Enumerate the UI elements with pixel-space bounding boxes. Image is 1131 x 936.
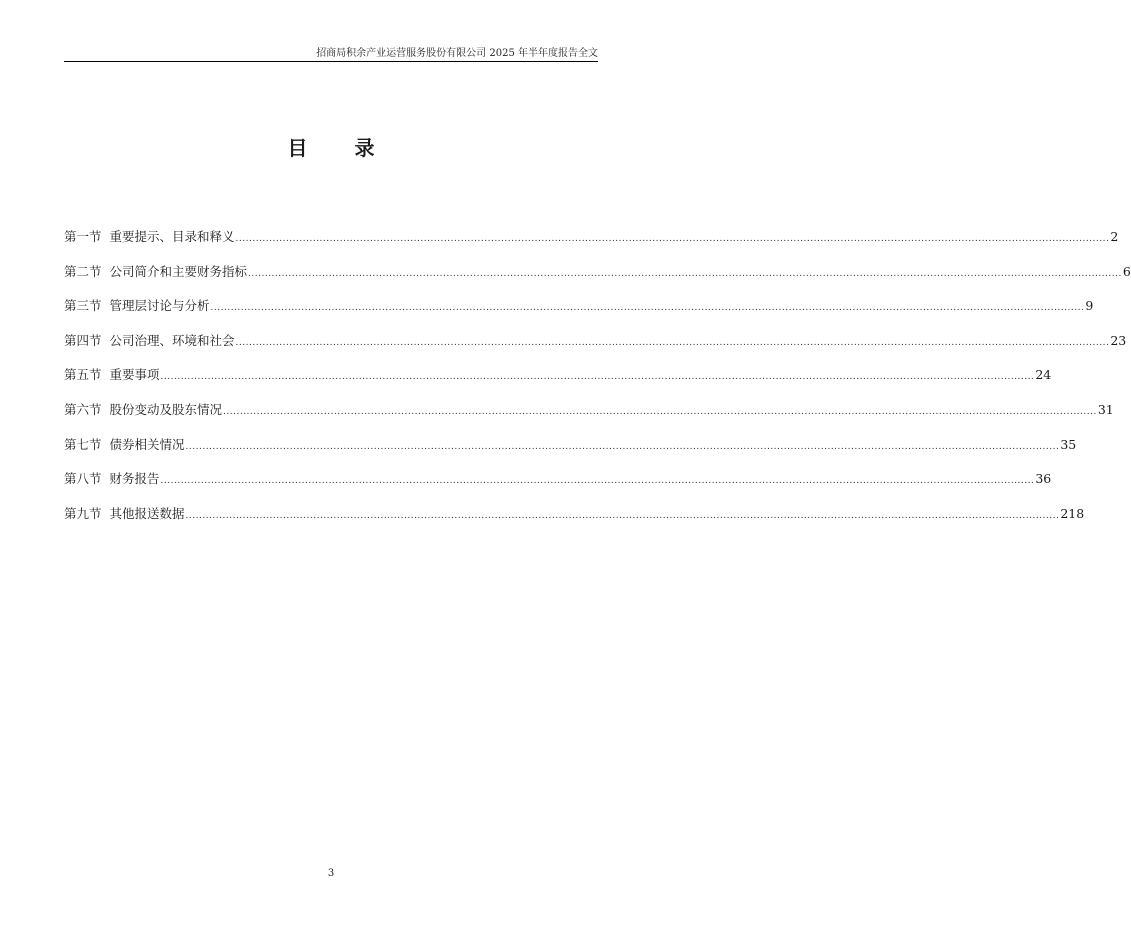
toc-section-title: 公司治理、环境和社会 bbox=[109, 332, 235, 348]
toc-section-title: 公司简介和主要财务指标 bbox=[109, 263, 248, 279]
toc-leader-dots: .................................................................................................................................................................................................................................................................... bbox=[210, 303, 1085, 314]
toc-section-number: 第四节 bbox=[64, 332, 102, 348]
toc-leader-dots: .................................................................................................................................................................................................................................................................... bbox=[235, 337, 1110, 348]
header-text: 招商局积余产业运营服务股份有限公司 2025 年半年度报告全文 bbox=[316, 48, 598, 59]
toc-section-number: 第七节 bbox=[64, 436, 102, 452]
toc-leader-dots: .................................................................................................................................................................................................................................................................... bbox=[235, 234, 1110, 244]
toc-page-number: 31 bbox=[1097, 401, 1114, 417]
toc-entry[interactable] bbox=[64, 229, 1119, 264]
toc-section-title: 重要事项 bbox=[109, 367, 160, 383]
page-header bbox=[64, 40, 598, 62]
toc-section-number: 第一节 bbox=[64, 229, 102, 244]
toc-entry[interactable] bbox=[64, 332, 1127, 368]
toc-entry[interactable] bbox=[64, 471, 1052, 506]
toc-section-number: 第八节 bbox=[64, 471, 102, 487]
toc-page-number: 218 bbox=[1060, 505, 1085, 521]
toc-page-number: 6 bbox=[1122, 263, 1131, 279]
toc-leader-dots: .................................................................................................................................................................................................................................................................... bbox=[185, 441, 1060, 452]
toc-page-number: 2 bbox=[1110, 229, 1119, 244]
toc-page-number: 35 bbox=[1060, 436, 1077, 452]
page-title: 目 录 bbox=[287, 136, 395, 160]
toc-section-title: 其他报送数据 bbox=[109, 505, 185, 521]
page-footer-number: 3 bbox=[327, 868, 335, 879]
toc-section-number: 第三节 bbox=[64, 298, 102, 314]
toc-leader-dots: .................................................................................................................................................................................................................................................................... bbox=[248, 268, 1122, 279]
toc-leader-dots: .................................................................................................................................................................................................................................................................... bbox=[160, 372, 1035, 383]
toc-section-title: 股份变动及股东情况 bbox=[109, 401, 223, 417]
toc-section-number: 第二节 bbox=[64, 263, 102, 279]
toc-section-number: 第五节 bbox=[64, 367, 102, 383]
toc-entry[interactable] bbox=[64, 505, 1085, 541]
toc-page-number: 9 bbox=[1085, 298, 1094, 314]
toc-section-number: 第九节 bbox=[64, 505, 102, 521]
table-of-contents bbox=[64, 229, 1131, 540]
toc-entry[interactable] bbox=[64, 298, 1094, 333]
toc-section-title: 重要提示、目录和释义 bbox=[109, 229, 235, 244]
toc-entry[interactable] bbox=[64, 367, 1052, 402]
toc-entry[interactable] bbox=[64, 263, 1131, 299]
toc-entry[interactable] bbox=[64, 436, 1077, 472]
toc-page-number: 36 bbox=[1035, 471, 1052, 487]
toc-section-title: 债券相关情况 bbox=[109, 436, 185, 452]
toc-section-number: 第六节 bbox=[64, 401, 102, 417]
toc-page-number: 23 bbox=[1110, 332, 1127, 348]
toc-leader-dots: .................................................................................................................................................................................................................................................................... bbox=[223, 406, 1097, 417]
toc-entry[interactable] bbox=[64, 401, 1114, 437]
toc-section-title: 管理层讨论与分析 bbox=[109, 298, 210, 314]
toc-section-title: 财务报告 bbox=[109, 471, 160, 487]
toc-page-number: 24 bbox=[1035, 367, 1052, 383]
toc-leader-dots: .................................................................................................................................................................................................................................................................... bbox=[160, 476, 1035, 487]
toc-leader-dots: .................................................................................................................................................................................................................................................................... bbox=[185, 510, 1060, 521]
